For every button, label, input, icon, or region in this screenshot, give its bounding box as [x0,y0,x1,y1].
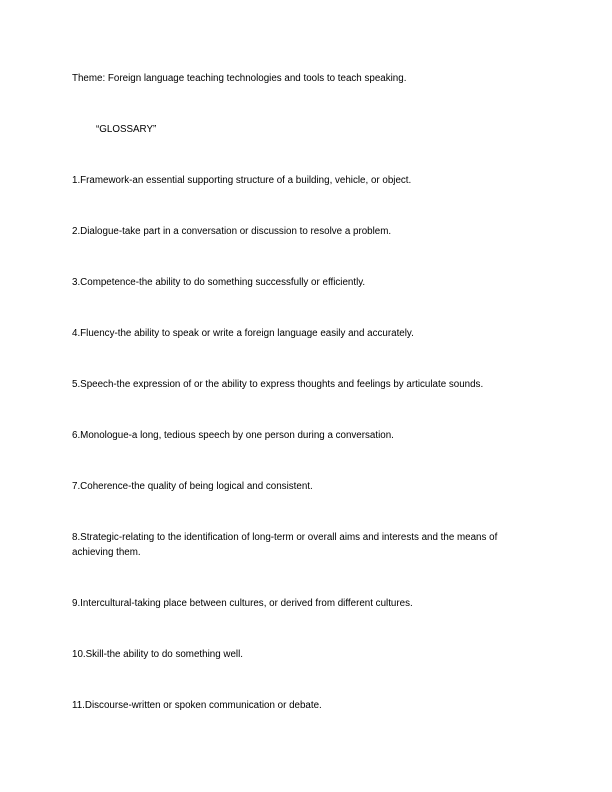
glossary-entry: 5.Speech-the expression of or the ability to express thoughts and feelings by articulate sounds. [72,379,484,390]
glossary-heading: “GLOSSARY” [96,124,157,135]
glossary-entry: 2.Dialogue-take part in a conversation or discussion to resolve a problem. [72,226,392,237]
glossary-entry: 10.Skill-the ability to do something well. [72,649,243,660]
glossary-entry: 4.Fluency-the ability to speak or write a foreign language easily and accurately. [72,328,414,339]
glossary-entry: 1.Framework-an essential supporting structure of a building, vehicle, or object. [72,175,412,186]
glossary-entry: 7.Coherence-the quality of being logical and consistent. [72,481,313,492]
glossary-entry: 3.Competence-the ability to do something successfully or efficiently. [72,277,366,288]
glossary-entry: 8.Strategic-relating to the identification of long-term or overall aims and interests and the means of achieving them. [72,532,498,558]
glossary-entry: 6.Monologue-a long, tedious speech by one person during a conversation. [72,430,394,441]
glossary-entry: 11.Discourse-written or spoken communication or debate. [72,700,322,711]
glossary-entry: 9.Intercultural-taking place between cultures, or derived from different cultures. [72,598,413,609]
theme-line: Theme: Foreign language teaching technologies and tools to teach speaking. [72,73,407,84]
